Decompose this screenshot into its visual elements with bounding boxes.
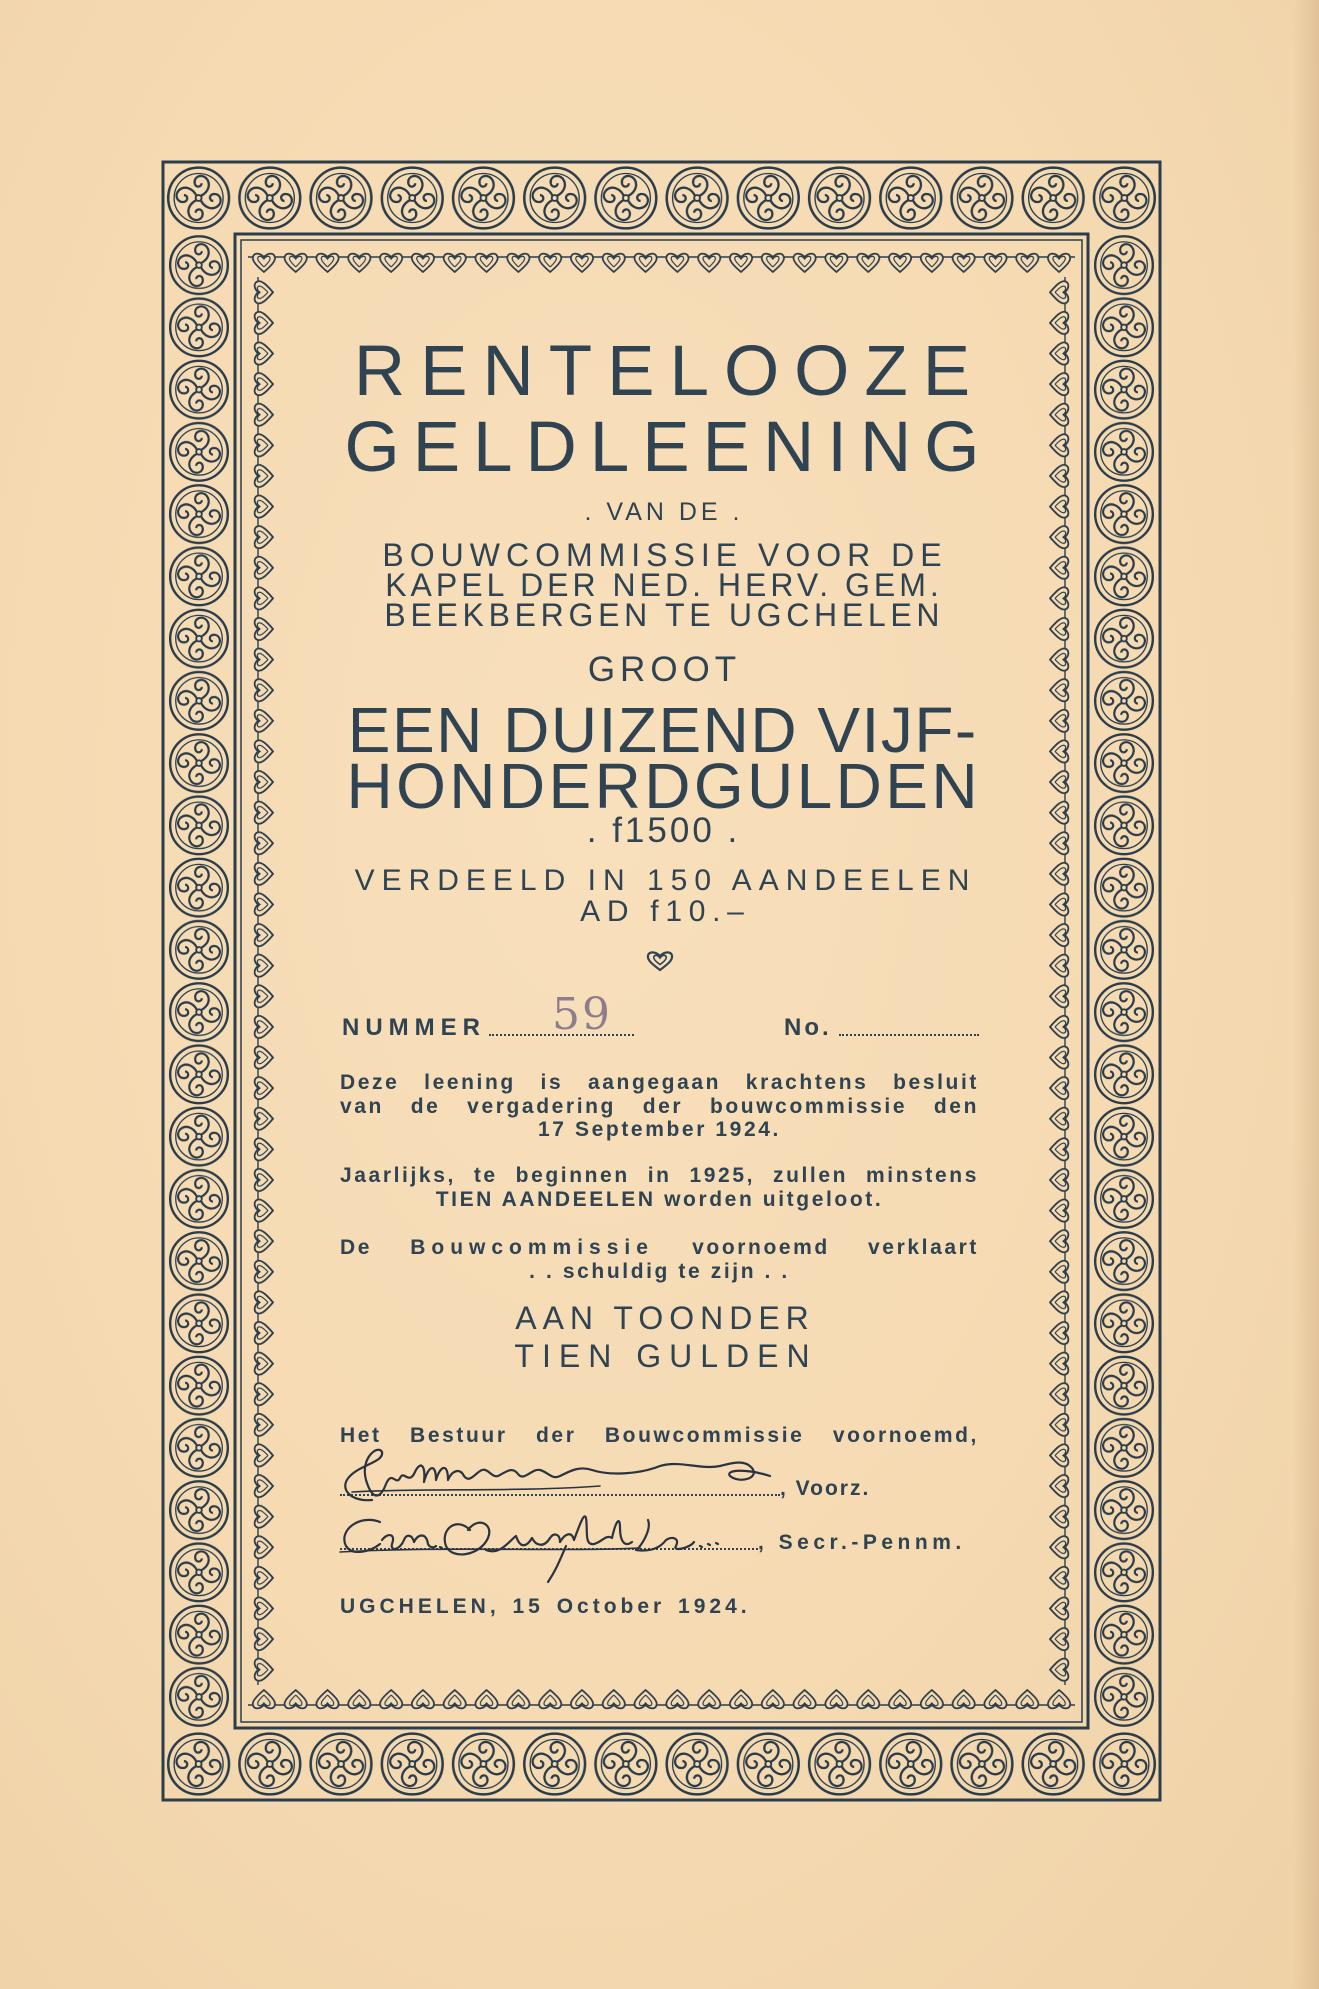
amount-words-line-1: EEN DUIZEND VIJF- — [347, 694, 978, 766]
heart-chain-top — [248, 247, 1075, 277]
heart-chain-bottom — [248, 1685, 1075, 1715]
payee-line-1: AAN TOONDER — [515, 1300, 815, 1336]
declaration-line — [340, 1236, 979, 1260]
resolution-line: Deze leening is aangegaan krachtens besluit — [340, 1071, 979, 1094]
payee-line-2: TIEN GULDEN — [514, 1338, 818, 1374]
no-dotted-line — [839, 1034, 979, 1036]
role-chairman: , Voorz. — [780, 1477, 871, 1500]
no-label: No. — [784, 1014, 832, 1041]
knot-band-right — [1088, 234, 1160, 1728]
declaration-paragraph — [340, 1236, 979, 1283]
drawing-line: TIEN AANDEELEN worden uitgeloot. — [435, 1187, 884, 1211]
knot-band-left — [163, 234, 235, 1728]
issuer-intro: . VAN DE . — [584, 498, 744, 526]
amount-figure: . f1500 . — [586, 811, 741, 850]
issuer-line: BEEKBERGEN TE UGCHELEN — [384, 597, 945, 633]
certificate-number: 59 — [552, 989, 612, 1040]
division-line-1: VERDEELD IN 150 AANDEELEN — [354, 864, 977, 897]
declaration-word: De — [340, 1236, 373, 1259]
declaration-line-2: . . schuldig te zijn . . — [529, 1259, 790, 1283]
place-and-date: UGCHELEN, 15 October 1924. — [340, 1595, 751, 1618]
declaration-spaced-word: Bouwcommissie — [410, 1236, 654, 1259]
declaration-word: voornoemd verklaart — [692, 1236, 979, 1259]
role-secretary: , Secr.-Pennm. — [758, 1531, 966, 1554]
knot-band-bottom — [163, 1728, 1160, 1800]
heart-chain-left — [248, 277, 278, 1685]
board-heading: Het Bestuur der Bouwcommissie voornoemd, — [340, 1424, 979, 1447]
nummer-label: NUMMER — [342, 1014, 486, 1041]
resolution-paragraph — [340, 1071, 979, 1142]
issuer-line: KAPEL DER NED. HERV. GEM. — [385, 567, 943, 603]
heart-ornament — [644, 949, 676, 973]
heart-chain-right — [1045, 277, 1075, 1685]
drawing-paragraph — [340, 1164, 979, 1211]
signature-line-secretary — [340, 1548, 758, 1550]
amount-label: GROOT — [587, 650, 742, 689]
drawing-line: Jaarlijks, te beginnen in 1925, zullen minstens — [340, 1164, 979, 1187]
division-line-2: AD f10.– — [580, 895, 751, 928]
issuer-block — [330, 537, 994, 633]
issuer-line: BOUWCOMMISSIE VOOR DE — [382, 537, 948, 573]
amount-words-line-2: HONDERDGULDEN — [346, 750, 981, 822]
resolution-date: 17 September 1924. — [538, 1118, 781, 1141]
title-line-2: GELDLEENING — [344, 408, 993, 487]
title-line-1: RENTELOOZE — [353, 332, 986, 411]
signature-line-chairman — [340, 1494, 780, 1496]
knot-band-top — [163, 162, 1160, 234]
resolution-line: van de vergadering der bouwcommissie den — [340, 1094, 979, 1118]
